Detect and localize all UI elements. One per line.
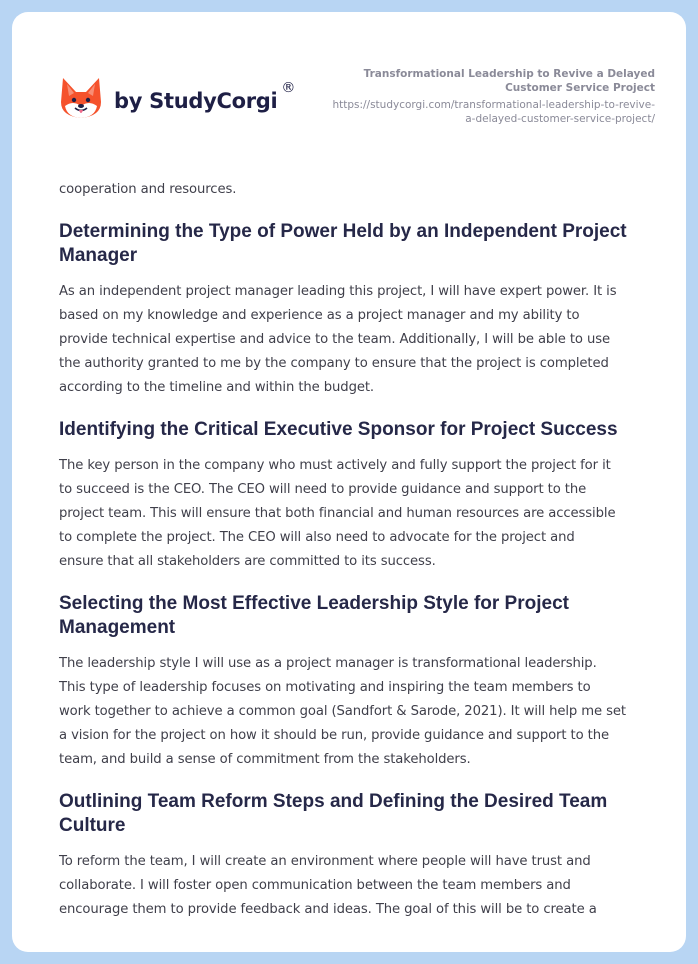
document-meta <box>295 67 655 126</box>
section-heading-sponsor: Identifying the Critical Executive Sponsor for Project Success <box>59 419 618 440</box>
section-heading-leadership-style: Selecting the Most Effective Leadership Style for Project Management <box>59 593 569 638</box>
paragraph-line: provide technical expertise and advice to the team. Additionally, I will be able to use <box>59 332 611 347</box>
section-paragraph-team-reform <box>59 850 655 922</box>
document-title <box>295 67 655 95</box>
section-paragraph-sponsor <box>59 454 655 574</box>
registered-mark: ® <box>281 80 296 96</box>
document-title-line-1: Transformational Leadership to Revive a Delayed <box>363 68 655 80</box>
paragraph-line: This type of leadership focuses on motivating and inspiring the team members to <box>59 680 591 695</box>
paragraph-line: based on my knowledge and experience as a project manager and my ability to <box>59 308 580 323</box>
paragraph-line: to succeed is the CEO. The CEO will need to provide guidance and support to the <box>59 482 587 497</box>
paragraph-line: ensure that all stakeholders are committed to its success. <box>59 554 436 569</box>
document-url[interactable] <box>295 98 655 126</box>
paragraph-line: to complete the project. The CEO will also need to advocate for the project and <box>59 530 575 545</box>
section-heading-team-reform: Outlining Team Reform Steps and Defining the Desired Team Culture <box>59 791 608 836</box>
logo-text: by StudyCorgi <box>114 89 278 113</box>
document-url-line-2[interactable]: a-delayed-customer-service-project/ <box>465 113 655 125</box>
section-paragraph-power <box>59 280 655 400</box>
paragraph-line: As an independent project manager leading this project, I will have expert power. It is <box>59 284 617 299</box>
paragraph-line: The leadership style I will use as a project manager is transformational leadership. <box>59 656 597 671</box>
paragraph-line: The key person in the company who must actively and fully support the project for it <box>59 458 611 473</box>
paragraph-line: collaborate. I will foster open communication between the team members and <box>59 878 571 893</box>
paragraph-line: work together to achieve a common goal (Sandfort & Sarode, 2021). It will help me set <box>59 704 627 719</box>
document-card <box>12 12 686 952</box>
document-title-line-2: Customer Service Project <box>505 82 655 94</box>
document-body <box>59 178 655 922</box>
corgi-icon <box>60 76 102 120</box>
section-heading-power: Determining the Type of Power Held by an Independent Project Manager <box>59 221 627 266</box>
intro-fragment: cooperation and resources. <box>59 182 237 197</box>
paragraph-line: encourage them to provide feedback and ideas. The goal of this will be to create a <box>59 902 597 917</box>
studycorgi-logo[interactable] <box>60 76 295 120</box>
document-header <box>12 12 686 162</box>
paragraph-line: To reform the team, I will create an environment where people will have trust and <box>59 854 591 869</box>
paragraph-line: a vision for the project on how it should be run, provide guidance and support to the <box>59 728 610 743</box>
section-paragraph-leadership-style <box>59 652 655 772</box>
paragraph-line: team, and build a sense of commitment from the stakeholders. <box>59 752 471 767</box>
paragraph-line: according to the timeline and within the budget. <box>59 380 375 395</box>
paragraph-line: the authority granted to me by the company to ensure that the project is completed <box>59 356 609 371</box>
paragraph-line: project team. This will ensure that both financial and human resources are accessible <box>59 506 616 521</box>
document-url-line-1[interactable]: https://studycorgi.com/transformational-leadership-to-revive- <box>332 99 655 111</box>
